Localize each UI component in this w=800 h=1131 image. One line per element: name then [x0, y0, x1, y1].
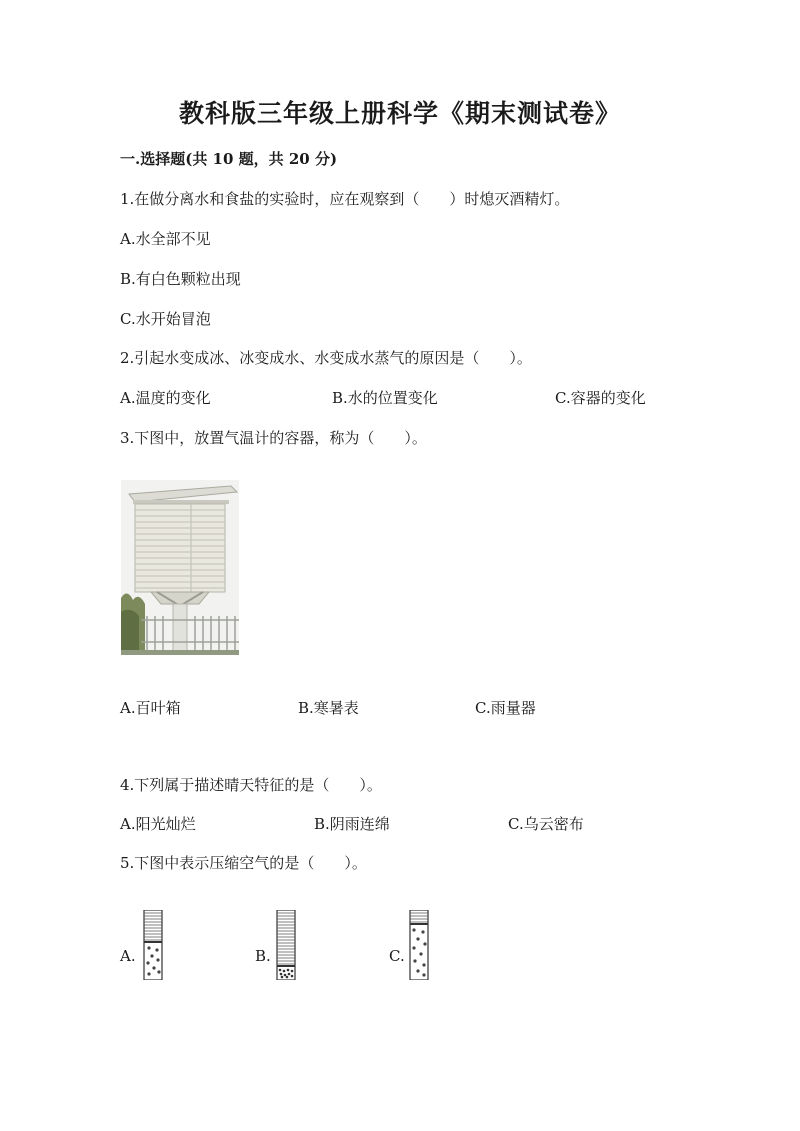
question-2-option-b: B.水的位置变化 — [332, 389, 438, 407]
question-3-option-a: A.百叶箱 — [120, 699, 181, 717]
question-4-option-b: B.阴雨连绵 — [314, 815, 390, 833]
question-5-option-a-label: A. — [120, 947, 136, 965]
syringe-a-icon — [143, 910, 163, 980]
question-3-option-b: B.寒暑表 — [298, 699, 359, 717]
question-1-option-a: A.水全部不见 — [120, 230, 211, 248]
question-4-option-c: C.乌云密布 — [508, 815, 584, 833]
syringe-c-icon — [409, 910, 429, 980]
question-2-option-a: A.温度的变化 — [120, 389, 211, 407]
question-5-option-c-label: C. — [389, 947, 405, 965]
question-3-stem: 3.下图中，放置气温计的容器，称为（ ）。 — [120, 429, 427, 447]
question-2-stem: 2.引起水变成冰、冰变成水、水变成水蒸气的原因是（ ）。 — [120, 349, 532, 367]
syringe-b-icon — [276, 910, 296, 980]
question-3-option-c: C.雨量器 — [475, 699, 536, 717]
question-2-option-c: C.容器的变化 — [555, 389, 646, 407]
section-heading: 一.选择题(共 10 题，共 20 分) — [120, 150, 338, 168]
question-4-stem: 4.下列属于描述晴天特征的是（ ）。 — [120, 776, 382, 794]
question-1-stem: 1.在做分离水和食盐的实验时，应在观察到（ ）时熄灭酒精灯。 — [120, 190, 570, 208]
question-4-option-a: A.阳光灿烂 — [120, 815, 196, 833]
page-title: 教科版三年级上册科学《期末测试卷》 — [178, 99, 621, 128]
question-5-stem: 5.下图中表示压缩空气的是（ ）。 — [120, 854, 367, 872]
question-5-option-b-label: B. — [255, 947, 271, 965]
question-1-option-c: C.水开始冒泡 — [120, 310, 211, 328]
question-1-option-b: B.有白色颗粒出现 — [120, 270, 241, 288]
stevenson-screen-photo — [121, 480, 239, 655]
